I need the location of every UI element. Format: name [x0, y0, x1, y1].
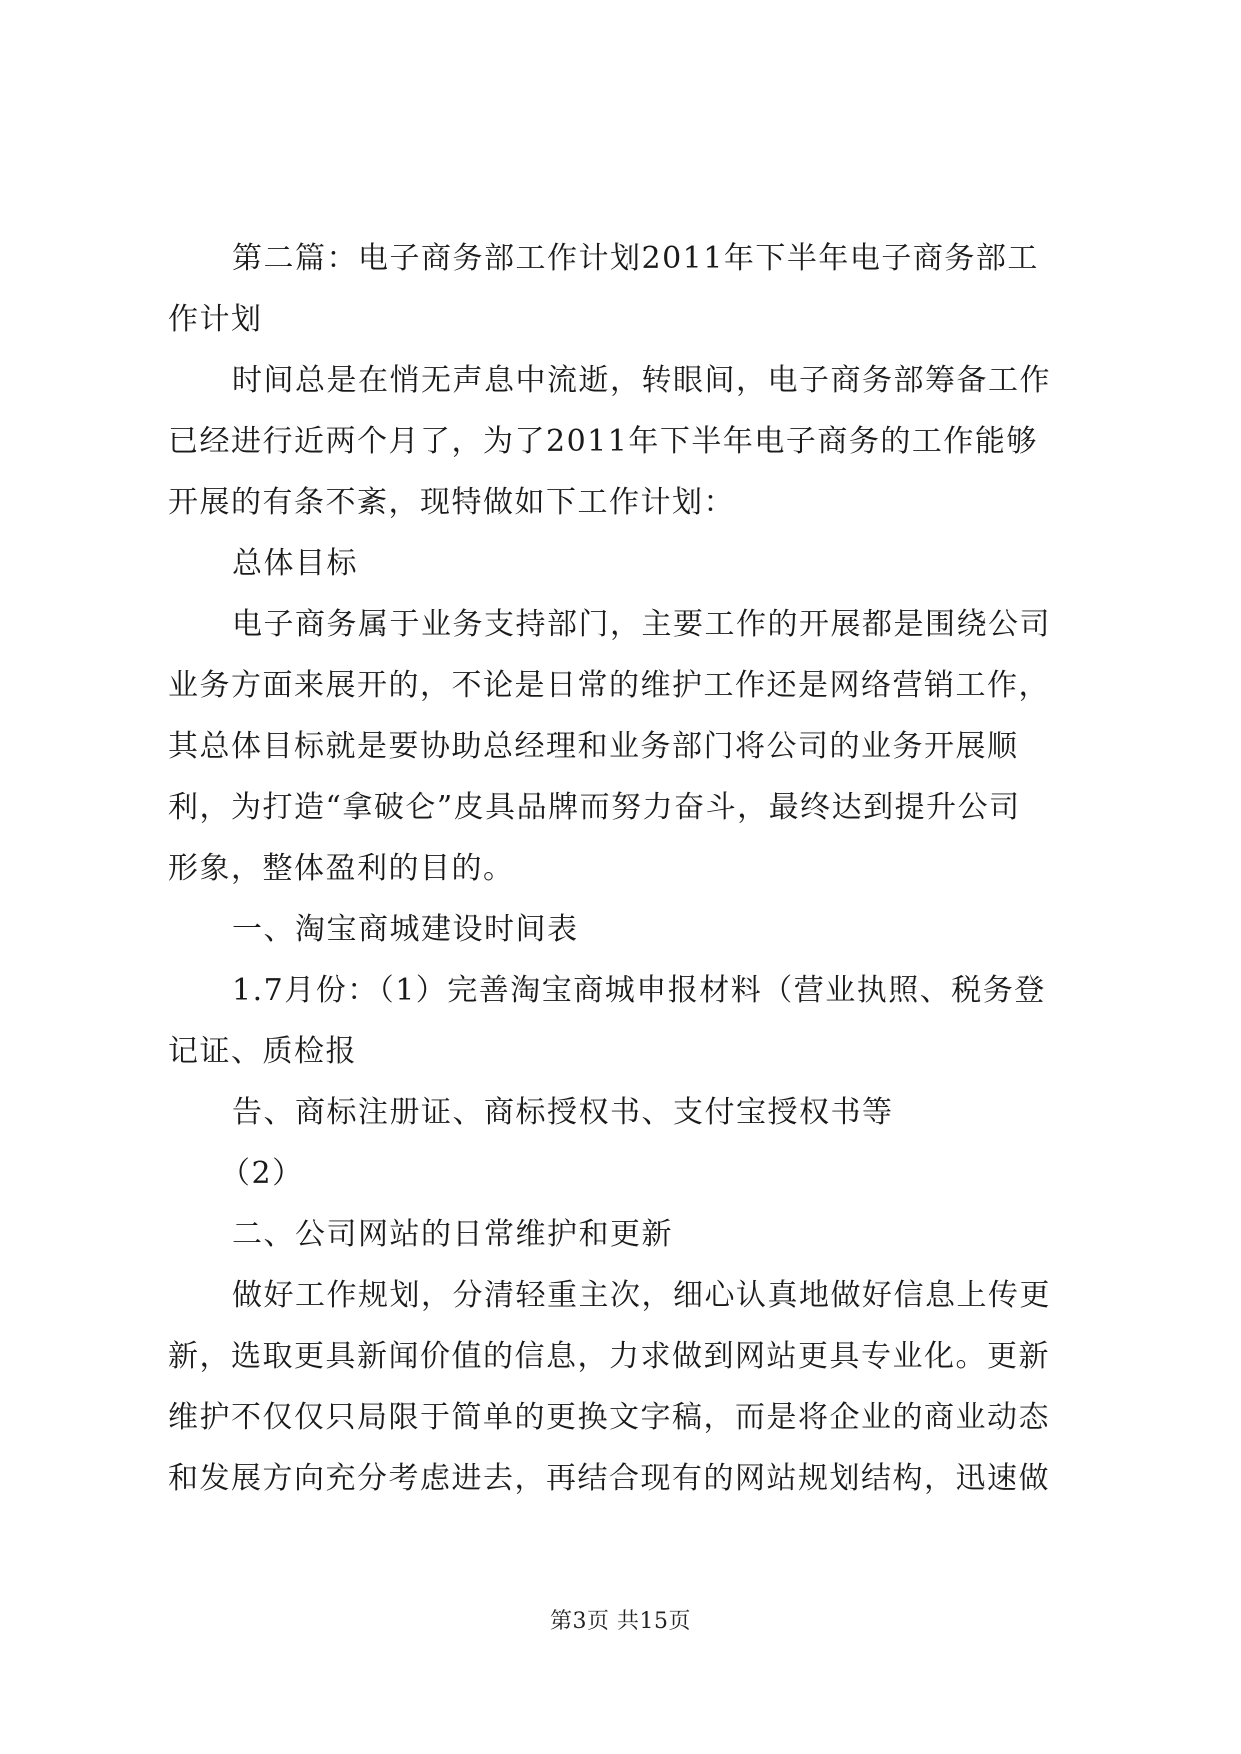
goal-paragraph-line: 形象，整体盈利的目的。 [168, 851, 515, 886]
maintenance-paragraph-line: 维护不仅仅只局限于简单的更换文字稿，而是将企业的商业动态 [168, 1400, 1050, 1435]
schedule-item-line: 告、商标注册证、商标授权书、支付宝授权书等 [232, 1095, 894, 1130]
goal-paragraph-line: 利，为打造“拿破仑”皮具品牌而努力奋斗，最终达到提升公司 [168, 790, 1021, 825]
heading-overall-goal: 总体目标 [232, 546, 358, 581]
goal-paragraph-line: 其总体目标就是要协助总经理和业务部门将公司的业务开展顺 [168, 729, 1019, 764]
section-title-line-1: 第二篇：电子商务部工作计划2011年下半年电子商务部工 [232, 241, 1039, 276]
intro-paragraph-line: 已经进行近两个月了，为了2011年下半年电子商务的工作能够 [168, 424, 1038, 459]
goal-paragraph-line: 业务方面来展开的，不论是日常的维护工作还是网络营销工作， [168, 668, 1050, 703]
schedule-item-line: 1.7月份：（1）完善淘宝商城申报材料（营业执照、税务登 [232, 973, 1046, 1008]
schedule-item-line: 记证、质检报 [168, 1034, 357, 1069]
heading-website-maintenance: 二、公司网站的日常维护和更新 [232, 1217, 673, 1252]
maintenance-paragraph-line: 做好工作规划，分清轻重主次，细心认真地做好信息上传更 [232, 1278, 1051, 1313]
goal-paragraph-line: 电子商务属于业务支持部门，主要工作的开展都是围绕公司 [232, 607, 1051, 642]
intro-paragraph-line: 时间总是在悄无声息中流逝，转眼间，电子商务部筹备工作 [232, 363, 1051, 398]
document-body [168, 228, 1088, 1509]
heading-taobao-schedule: 一、淘宝商城建设时间表 [232, 912, 579, 947]
maintenance-paragraph-line: 新，选取更具新闻价值的信息，力求做到网站更具专业化。更新 [168, 1339, 1050, 1374]
page-number-footer: 第3页 共15页 [550, 1609, 691, 1634]
intro-paragraph-line: 开展的有条不紊，现特做如下工作计划： [168, 485, 735, 520]
section-title-line-2: 作计划 [168, 302, 263, 337]
schedule-item-2: （2） [220, 1156, 304, 1191]
maintenance-paragraph-line: 和发展方向充分考虑进去，再结合现有的网站规划结构，迅速做 [168, 1461, 1050, 1496]
